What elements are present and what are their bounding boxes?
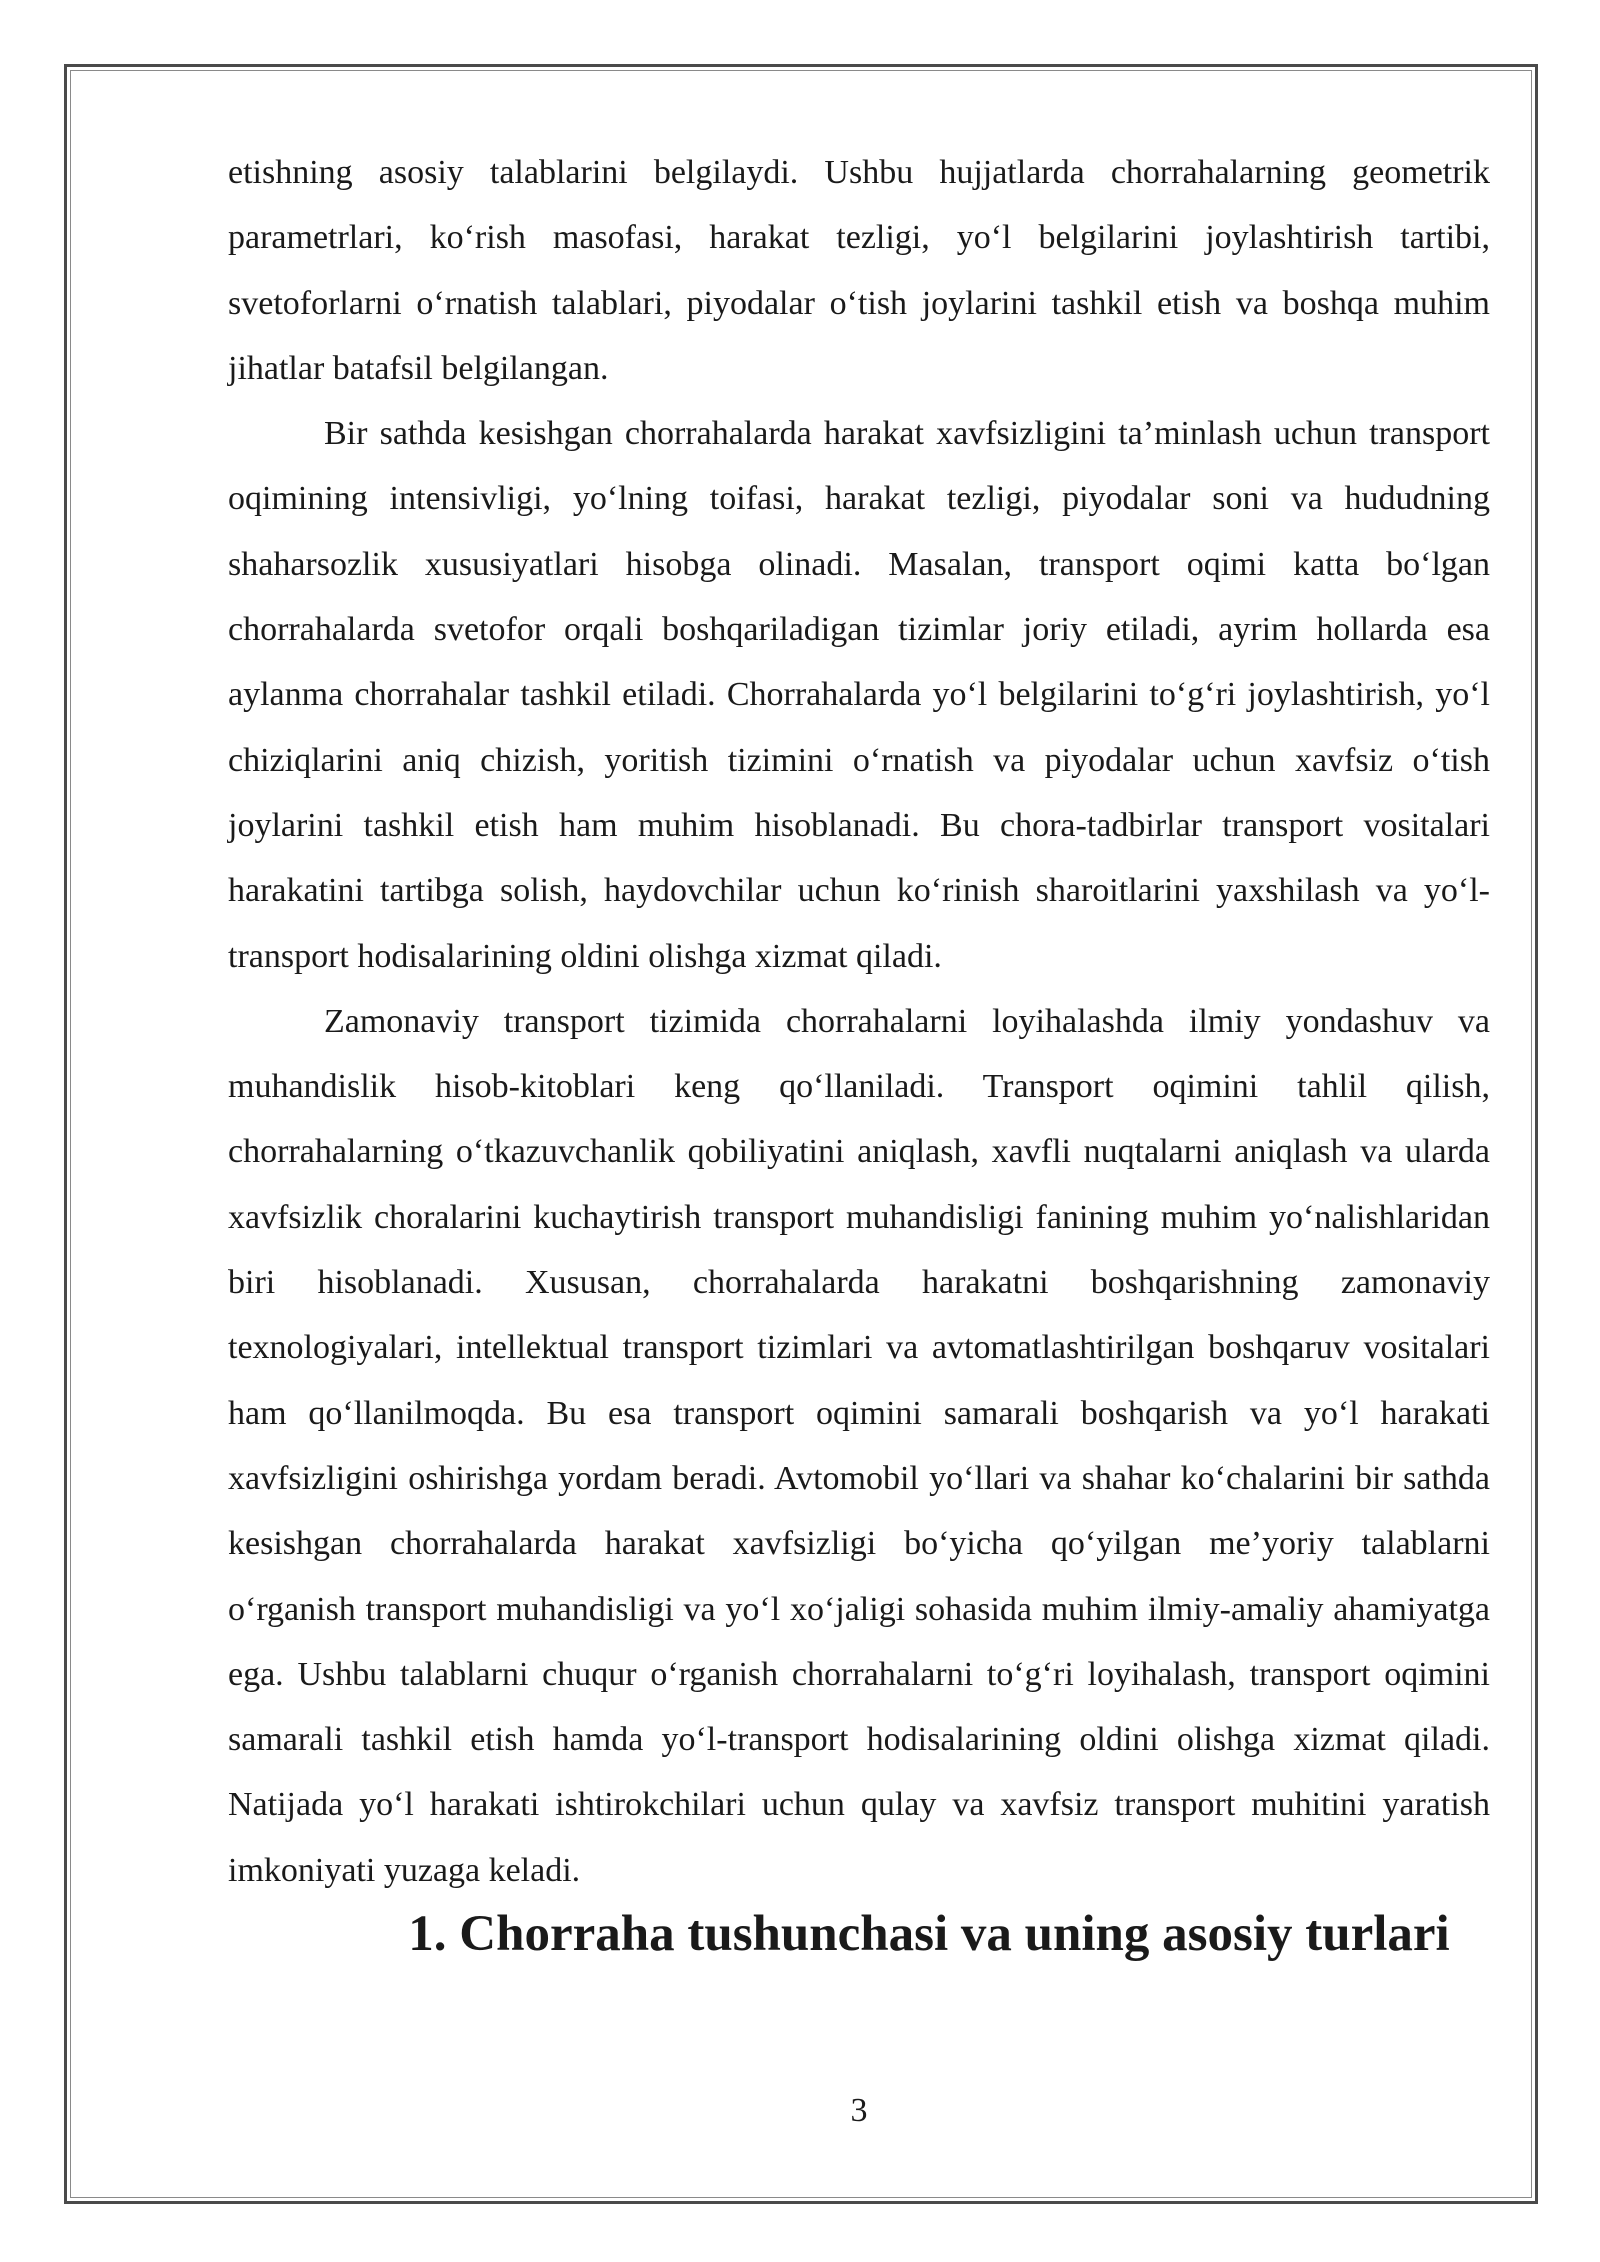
body-paragraph-2: Bir sathda kesishgan chorrahalarda harakat xavfsizligini ta’minlash uchun transport oqimining intensivligi, yo‘lning toifasi, harakat tezligi, piyodalar soni va hududning shaharsozlik xususiyatlari hisobga olinadi. Masalan, transport oqimi katta bo‘lgan chorrahalarda svetofor orqali boshqariladigan tizimlar joriy etiladi, ayrim hollarda esa aylanma chorrahalar tashkil etiladi. Chorrahalarda yo‘l belgilarini to‘g‘ri joylashtirish, yo‘l chiziqlarini aniq chizish, yoritish tizimini o‘rnatish va piyodalar uchun xavfsiz o‘tish joylarini tashkil etish ham muhim hisoblanadi. Bu chora-tadbirlar transport vositalari harakatini tartibga solish, haydovchilar uchun ko‘rinish sharoitlarini yaxshilash va yo‘l-transport hodisalarining oldini olishga xizmat qiladi. (228, 415, 1490, 975)
section-heading: 1. Chorraha tushunchasi va uning asosiy turlari (408, 1906, 1450, 1963)
body-paragraph-3: Zamonaviy transport tizimida chorrahalarni loyihalashda ilmiy yondashuv va muhandislik hisob-kitoblari keng qo‘llaniladi. Transport oqimini tahlil qilish, chorrahalarning o‘tkazuvchanlik qobiliyatini aniqlash, xavfli nuqtalarni aniqlash va ularda xavfsizlik choralarini kuchaytirish transport muhandisligi fanining muhim yo‘nalishlaridan biri hisoblanadi. Xususan, chorrahalarda harakatni boshqarishning zamonaviy texnologiyalari, intellektual transport tizimlari va avtomatlashtirilgan boshqaruv vositalari ham qo‘llanilmoqda. Bu esa transport oqimini samarali boshqarish va yo‘l harakati xavfsizligini oshirishga yordam beradi. Avtomobil yo‘llari va shahar ko‘chalarini bir sathda kesishgan chorrahalarda harakat xavfsizligi bo‘yicha qo‘yilgan me’yoriy talablarni o‘rganish transport muhandisligi va yo‘l xo‘jaligi sohasida muhim ilmiy-amaliy ahamiyatga ega. Ushbu talablarni chuqur o‘rganish chorrahalarni to‘g‘ri loyihalash, transport oqimini samarali tashkil etish hamda yo‘l-transport hodisalarining oldini olishga xizmat qiladi. Natijada yo‘l harakati ishtirokchilari uchun qulay va xavfsiz transport muhitini yaratish imkoniyati yuzaga keladi. (228, 1002, 1490, 1889)
document-body (228, 140, 1490, 1965)
body-paragraph-1: etishning asosiy talablarini belgilaydi. Ushbu hujjatlarda chorrahalarning geometrik parametrlari, ko‘rish masofasi, harakat tezligi, yo‘l belgilarini joylashtirish tartibi, svetoforlarni o‘rnatish talablari, piyodalar o‘tish joylarini tashkil etish va boshqa muhim jihatlar batafsil belgilangan. (228, 154, 1490, 387)
page-number: 3 (850, 2092, 868, 2129)
